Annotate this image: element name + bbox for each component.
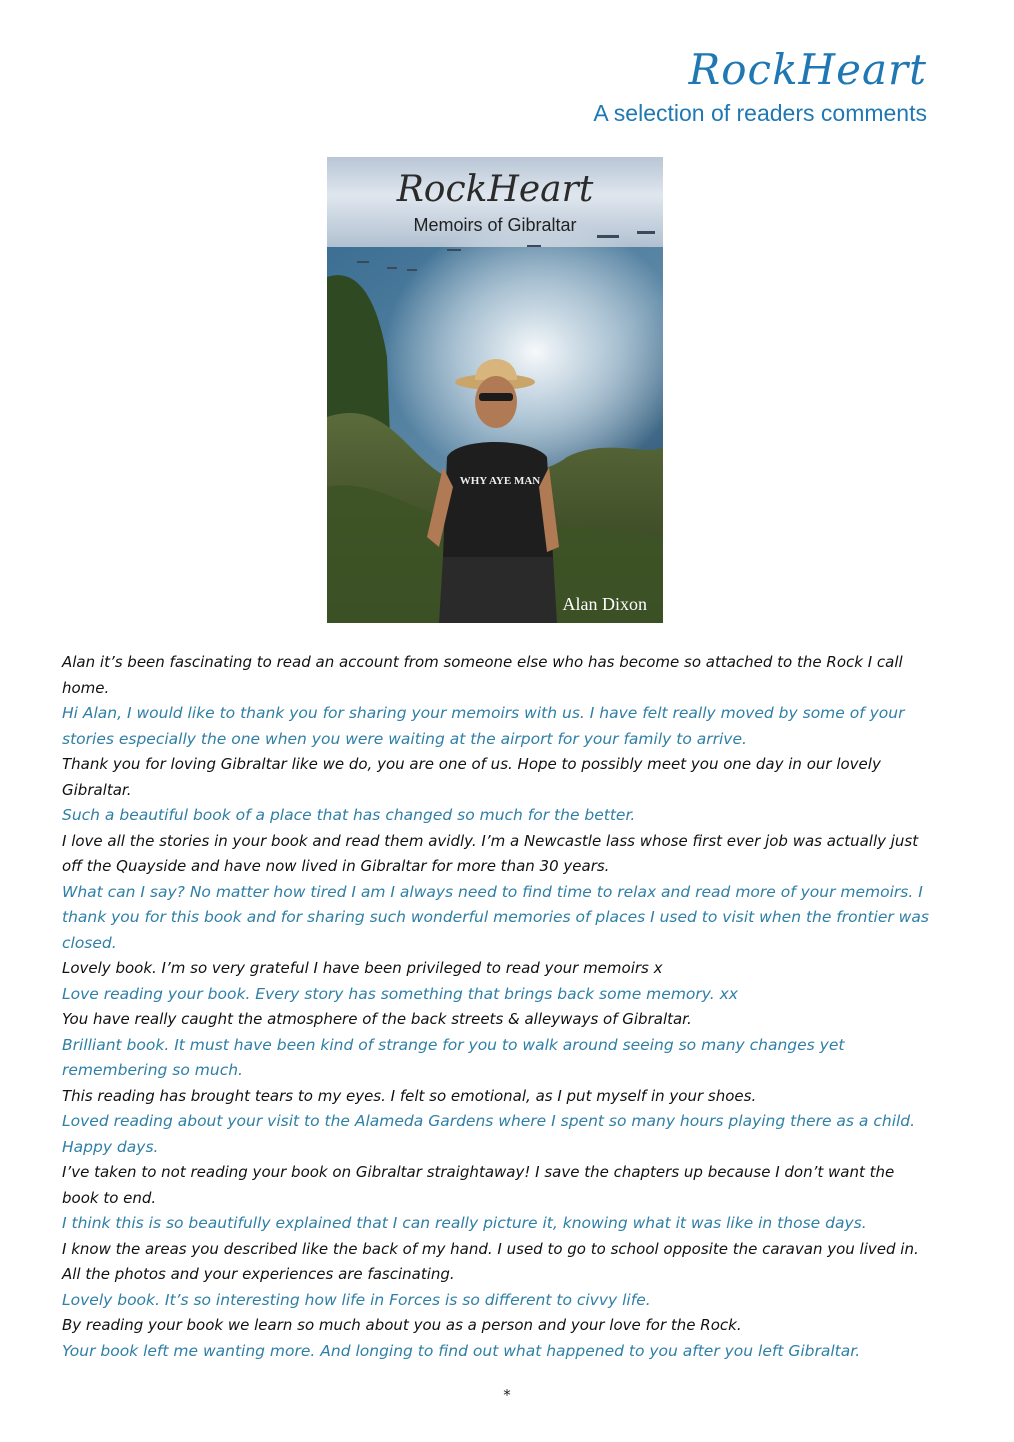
reader-comment: By reading your book we learn so much about you as a person and your love for the Rock.	[62, 1316, 742, 1334]
page-subtitle: A selection of readers comments	[593, 100, 927, 126]
page-title: RockHeart	[688, 45, 927, 94]
reader-comment: Lovely book. It’s so interesting how life in Forces is so different to civvy life.	[62, 1290, 651, 1309]
cover-subtitle: Memoirs of Gibraltar	[413, 215, 577, 235]
reader-comment: I think this is so beautifully explained that I can really picture it, knowing what it was like in those days.	[62, 1214, 867, 1232]
reader-comment: Such a beautiful book of a place that has changed so much for the better.	[62, 806, 636, 824]
reader-comment: Alan it’s been fascinating to read an account from someone else who has become so attached to the Rock I call home.	[62, 653, 903, 697]
reader-comment: Brilliant book. It must have been kind of strange for you to walk around seeing so many changes yet remembering so much.	[62, 1035, 845, 1079]
reader-comments-list	[62, 650, 932, 1364]
reader-comment: This reading has brought tears to my eyes. I felt so emotional, as I put myself in your shoes.	[62, 1086, 757, 1105]
page-header	[593, 44, 927, 127]
reader-comment: I love all the stories in your book and read them avidly. I’m a Newcastle lass whose first ever job was actually just off the Quayside and have now lived in Gibraltar for more than 30 years.	[62, 831, 919, 875]
cover-shirt-text: WHY AYE MAN	[459, 475, 541, 487]
footer-asterisk: *	[503, 1386, 511, 1404]
reader-comment: Lovely book. I’m so very grateful I have been privileged to read your memoirs x	[62, 959, 663, 977]
reader-comment: You have really caught the atmosphere of the back streets & alleyways of Gibraltar.	[62, 1010, 692, 1028]
reader-comment: Love reading your book. Every story has something that brings back some memory. xx	[62, 984, 738, 1003]
reader-comment: Your book left me wanting more. And longing to find out what happened to you after you left Gibraltar.	[62, 1341, 861, 1360]
cover-author: Alan Dixon	[562, 594, 647, 614]
cover-title: RockHeart	[396, 169, 594, 210]
reader-comment: Loved reading about your visit to the Alameda Gardens where I spent so many hours playing there as a child. Happy days.	[62, 1112, 916, 1156]
reader-comment: Thank you for loving Gibraltar like we do, you are one of us. Hope to possibly meet you one day in our lovely Gibraltar.	[62, 755, 881, 799]
reader-comment: Hi Alan, I would like to thank you for sharing your memoirs with us. I have felt really moved by some of your stories especially the one when you were waiting at the airport for your family to arrive.	[62, 704, 905, 748]
reader-comment: What can I say? No matter how tired I am I always need to find time to relax and read more of your memoirs. I thank you for this book and for sharing such wonderful memories of places I used to visit when the frontier was closed.	[62, 882, 929, 952]
reader-comment: I know the areas you described like the back of my hand. I used to go to school opposite the caravan you lived in. All the photos and your experiences are fascinating.	[62, 1239, 919, 1283]
reader-comment: I’ve taken to not reading your book on Gibraltar straightaway! I save the chapters up because I don’t want the book to end.	[62, 1163, 895, 1207]
book-cover-image	[327, 157, 663, 623]
